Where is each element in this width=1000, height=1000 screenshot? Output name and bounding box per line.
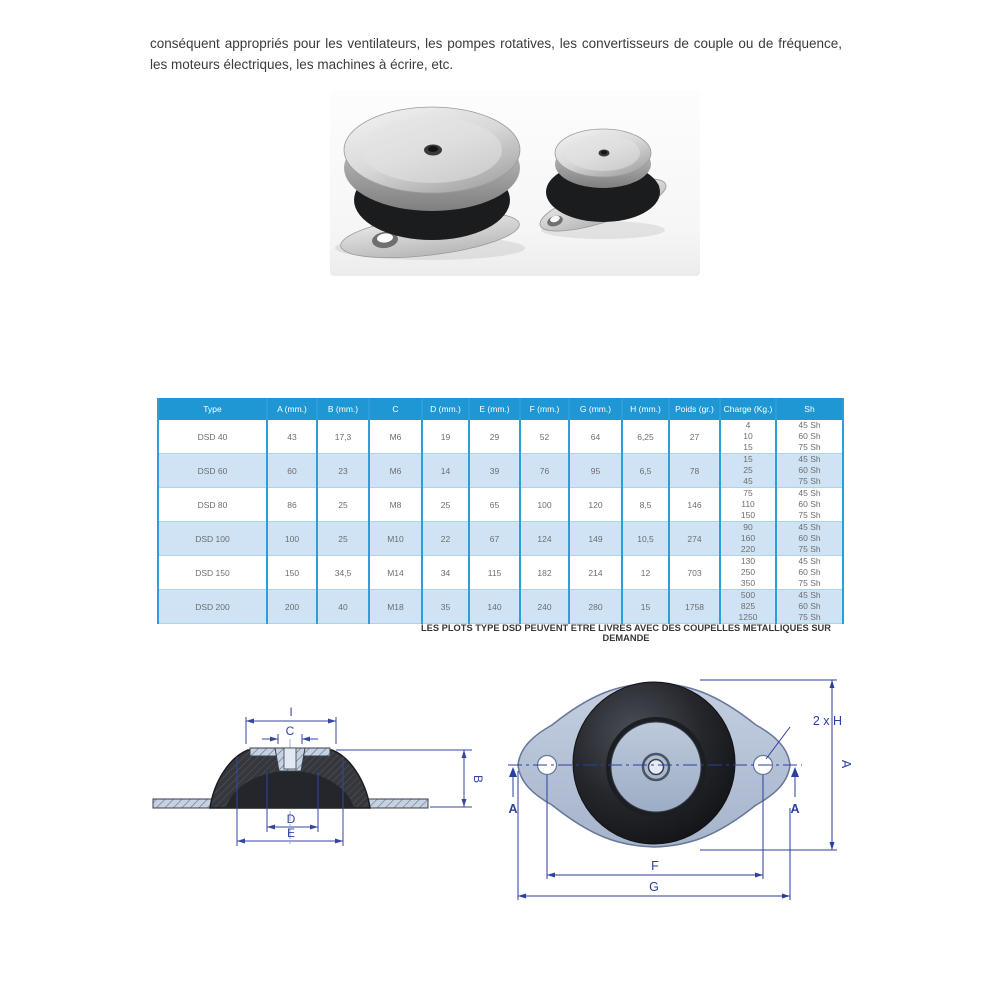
cell-charge-line: 25 bbox=[743, 465, 753, 475]
dim-label-e: E bbox=[286, 826, 296, 840]
cell-c: M18 bbox=[369, 590, 422, 624]
cell-sh-line: 45 Sh bbox=[798, 556, 821, 566]
cell-charge bbox=[720, 420, 776, 454]
header-a: A (mm.) bbox=[267, 398, 317, 420]
cell-charge-line: 130 bbox=[740, 556, 756, 566]
header-d: D (mm.) bbox=[422, 398, 469, 420]
cell-d: 22 bbox=[422, 522, 469, 556]
table-header-row bbox=[158, 398, 843, 420]
cell-g: 120 bbox=[569, 488, 622, 522]
cell-sh bbox=[776, 454, 843, 488]
cell-charge-line: 500 bbox=[740, 590, 756, 600]
cell-type: DSD 100 bbox=[158, 522, 267, 556]
cell-poids: 27 bbox=[669, 420, 720, 454]
cell-charge bbox=[720, 522, 776, 556]
cell-charge-line: 4 bbox=[745, 420, 751, 430]
cell-sh-line: 75 Sh bbox=[798, 544, 821, 554]
dim-label-a: A bbox=[839, 759, 853, 769]
cell-charge-line: 15 bbox=[743, 442, 753, 452]
cell-c: M10 bbox=[369, 522, 422, 556]
header-c: C bbox=[369, 398, 422, 420]
cell-sh-line: 75 Sh bbox=[798, 612, 821, 622]
header-charge: Charge (Kg.) bbox=[720, 398, 776, 420]
table-footnote: LES PLOTS TYPE DSD PEUVENT ETRE LIVRES AVEC DES COUPELLES METALLIQUES SUR DEMANDE bbox=[421, 623, 831, 643]
cell-sh-line: 60 Sh bbox=[798, 499, 821, 509]
cell-sh bbox=[776, 556, 843, 590]
cell-charge-line: 90 bbox=[743, 522, 753, 532]
cell-type: DSD 60 bbox=[158, 454, 267, 488]
cell-poids: 1758 bbox=[669, 590, 720, 624]
cell-e: 29 bbox=[469, 420, 520, 454]
cell-charge bbox=[720, 454, 776, 488]
cell-e: 140 bbox=[469, 590, 520, 624]
thread-bore bbox=[284, 748, 296, 769]
center-hole bbox=[649, 760, 664, 775]
cell-sh bbox=[776, 522, 843, 556]
header-type: Type bbox=[158, 398, 267, 420]
cell-f: 52 bbox=[520, 420, 569, 454]
cell-b: 34,5 bbox=[317, 556, 369, 590]
cell-b: 40 bbox=[317, 590, 369, 624]
cell-poids: 146 bbox=[669, 488, 720, 522]
cell-a: 200 bbox=[267, 590, 317, 624]
cell-e: 39 bbox=[469, 454, 520, 488]
dim-label-c: C bbox=[285, 724, 295, 738]
cell-charge-line: 150 bbox=[740, 510, 756, 520]
cell-e: 115 bbox=[469, 556, 520, 590]
cell-h: 10,5 bbox=[622, 522, 669, 556]
cell-sh bbox=[776, 488, 843, 522]
product-photo bbox=[330, 88, 700, 278]
cell-a: 150 bbox=[267, 556, 317, 590]
spec-table bbox=[157, 398, 844, 624]
cell-charge-line: 10 bbox=[743, 431, 753, 441]
header-g: G (mm.) bbox=[569, 398, 622, 420]
cell-c: M14 bbox=[369, 556, 422, 590]
cell-charge-line: 1250 bbox=[738, 612, 758, 622]
cell-f: 240 bbox=[520, 590, 569, 624]
cell-h: 8,5 bbox=[622, 488, 669, 522]
dim-label-g: G bbox=[649, 880, 659, 894]
cell-c: M8 bbox=[369, 488, 422, 522]
cell-b: 23 bbox=[317, 454, 369, 488]
intro-paragraph: conséquent appropriés pour les ventilateurs, les pompes rotatives, les convertisseurs de couple ou de fréquence, les moteurs électriques, les machines à écrire, etc. bbox=[150, 35, 842, 72]
cell-d: 35 bbox=[422, 590, 469, 624]
dim-label-i: I bbox=[289, 705, 293, 719]
cell-charge-line: 75 bbox=[743, 488, 753, 498]
cell-a: 86 bbox=[267, 488, 317, 522]
cell-b: 25 bbox=[317, 522, 369, 556]
cell-g: 95 bbox=[569, 454, 622, 488]
cell-charge-line: 15 bbox=[743, 454, 753, 464]
cell-g: 149 bbox=[569, 522, 622, 556]
side-section-drawing bbox=[150, 695, 485, 860]
cell-type: DSD 200 bbox=[158, 590, 267, 624]
cell-charge bbox=[720, 556, 776, 590]
cell-sh-line: 75 Sh bbox=[798, 476, 821, 486]
dim-label-f: F bbox=[651, 859, 659, 873]
header-f: F (mm.) bbox=[520, 398, 569, 420]
cell-b: 25 bbox=[317, 488, 369, 522]
cell-h: 15 bbox=[622, 590, 669, 624]
cell-sh-line: 45 Sh bbox=[798, 522, 821, 532]
cell-a: 43 bbox=[267, 420, 317, 454]
cell-c: M6 bbox=[369, 454, 422, 488]
cell-f: 76 bbox=[520, 454, 569, 488]
top-view-geometry bbox=[508, 682, 802, 847]
cell-sh-line: 60 Sh bbox=[798, 533, 821, 543]
table-body bbox=[158, 420, 843, 624]
cell-h: 6,5 bbox=[622, 454, 669, 488]
header-e: E (mm.) bbox=[469, 398, 520, 420]
cell-type: DSD 150 bbox=[158, 556, 267, 590]
dim-label-d: D bbox=[286, 812, 296, 826]
cell-poids: 78 bbox=[669, 454, 720, 488]
cell-a: 100 bbox=[267, 522, 317, 556]
dim-label-2xh: 2 x H bbox=[812, 714, 842, 728]
cell-g: 64 bbox=[569, 420, 622, 454]
header-poids: Poids (gr.) bbox=[669, 398, 720, 420]
cell-h: 6,25 bbox=[622, 420, 669, 454]
cell-e: 67 bbox=[469, 522, 520, 556]
header-h: H (mm.) bbox=[622, 398, 669, 420]
cell-sh-line: 45 Sh bbox=[798, 454, 821, 464]
cell-f: 100 bbox=[520, 488, 569, 522]
cell-f: 182 bbox=[520, 556, 569, 590]
cell-type: DSD 80 bbox=[158, 488, 267, 522]
cell-charge-line: 350 bbox=[740, 578, 756, 588]
cell-d: 25 bbox=[422, 488, 469, 522]
cell-charge-line: 250 bbox=[740, 567, 756, 577]
cell-type: DSD 40 bbox=[197, 431, 228, 442]
cell-sh-line: 60 Sh bbox=[798, 567, 821, 577]
cell-g: 280 bbox=[569, 590, 622, 624]
table-row bbox=[158, 488, 843, 522]
table-row bbox=[158, 454, 843, 488]
cell-d: 34 bbox=[422, 556, 469, 590]
cell-charge-line: 110 bbox=[741, 499, 755, 509]
cell-charge-line: 220 bbox=[740, 544, 756, 554]
spec-table-section bbox=[157, 398, 844, 624]
cell-sh-line: 45 Sh bbox=[798, 420, 821, 430]
cell-c: M6 bbox=[369, 420, 422, 454]
section-label-a-left: A bbox=[508, 802, 518, 816]
cell-charge-line: 45 bbox=[743, 476, 753, 486]
header-sh: Sh bbox=[776, 398, 843, 420]
cell-sh bbox=[776, 590, 843, 624]
table-row bbox=[158, 522, 843, 556]
table-row bbox=[158, 590, 843, 624]
cell-h: 12 bbox=[622, 556, 669, 590]
cell-a: 60 bbox=[267, 454, 317, 488]
cell-poids: 703 bbox=[669, 556, 720, 590]
cell-sh-line: 45 Sh bbox=[798, 488, 821, 498]
table-row bbox=[158, 556, 843, 590]
cell-charge-line: 825 bbox=[740, 601, 756, 611]
cell-charge-line: 160 bbox=[740, 533, 756, 543]
cell-sh bbox=[776, 420, 843, 454]
table-row bbox=[158, 420, 843, 454]
dim-label-b: B bbox=[471, 774, 485, 784]
cell-poids: 274 bbox=[669, 522, 720, 556]
top-view-drawing bbox=[500, 663, 853, 913]
large-mount-image bbox=[335, 107, 525, 266]
cell-sh-line: 45 Sh bbox=[798, 590, 821, 600]
cell-g: 214 bbox=[569, 556, 622, 590]
cell-e: 65 bbox=[469, 488, 520, 522]
cell-f: 124 bbox=[520, 522, 569, 556]
cell-sh-line: 75 Sh bbox=[798, 442, 821, 452]
cell-sh-line: 75 Sh bbox=[798, 578, 821, 588]
cell-d: 14 bbox=[422, 454, 469, 488]
cell-sh-line: 60 Sh bbox=[798, 601, 821, 611]
header-b: B (mm.) bbox=[317, 398, 369, 420]
section-label-a-right: A bbox=[790, 802, 800, 816]
cell-b: 17,3 bbox=[317, 420, 369, 454]
cell-sh-line: 60 Sh bbox=[798, 431, 821, 441]
cell-charge bbox=[720, 590, 776, 624]
cell-sh-line: 75 Sh bbox=[798, 510, 821, 520]
cell-charge bbox=[720, 488, 776, 522]
cell-sh-line: 60 Sh bbox=[798, 465, 821, 475]
cell-d: 19 bbox=[422, 420, 469, 454]
